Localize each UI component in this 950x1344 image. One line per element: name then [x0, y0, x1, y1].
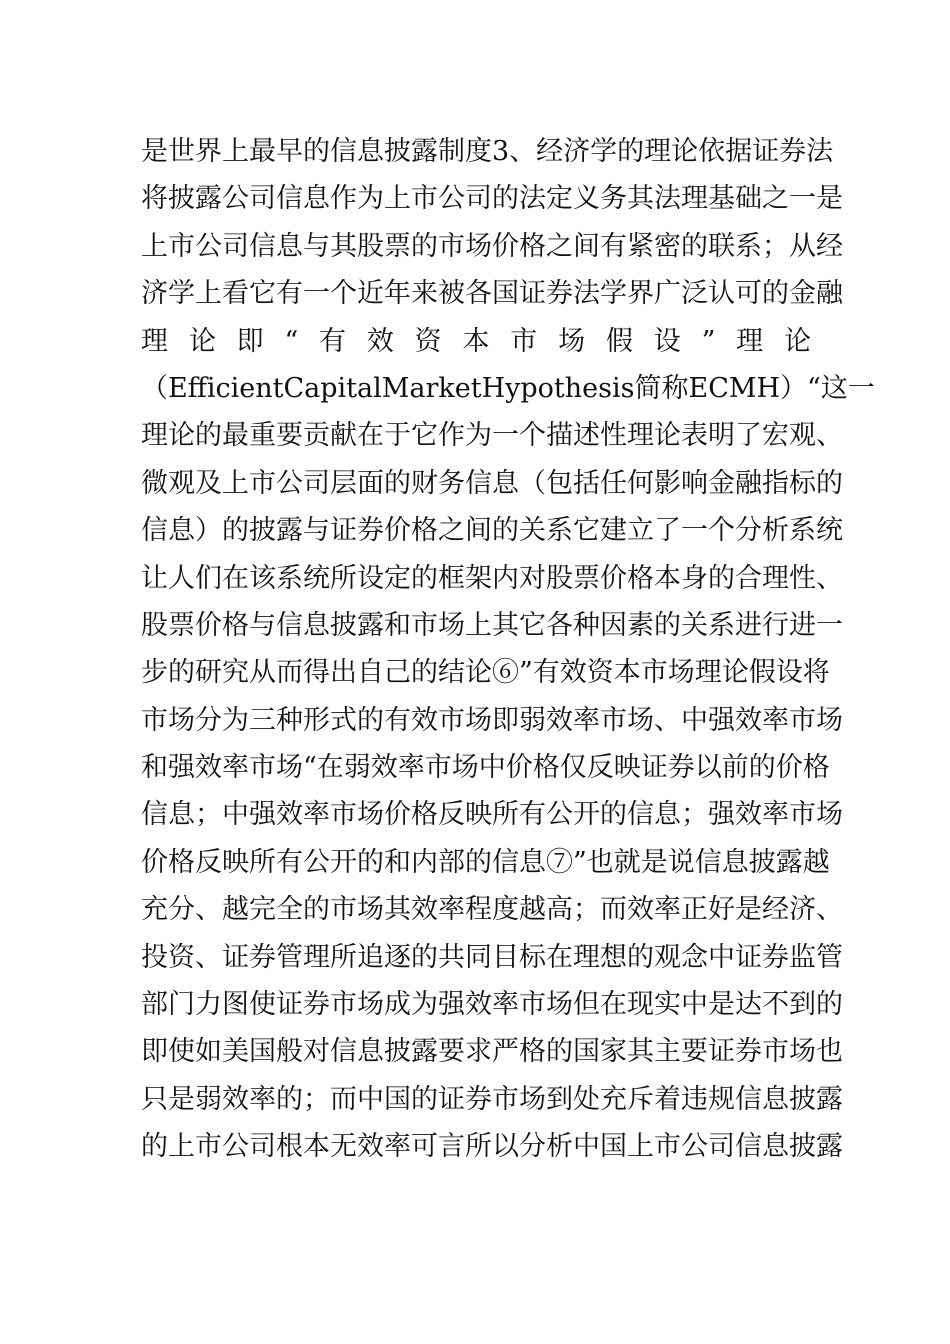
- text-line: （EfficientCapitalMarketHypothesis简称ECMH）“这一: [141, 372, 875, 404]
- text-line: 步的研究从而得出自己的结论⑥”有效资本市场理论假设将: [141, 657, 830, 689]
- text-line: 微观及上市公司层面的财务信息（包括任何影响金融指标的: [141, 467, 843, 499]
- text-line: 部门力图使证券市场成为强效率市场但在现实中是达不到的: [141, 989, 843, 1021]
- text-line: 的上市公司根本无效率可言所以分析中国上市公司信息披露: [141, 1131, 843, 1163]
- text-line: 信息）的披露与证券价格之间的关系它建立了一个分析系统: [141, 515, 843, 547]
- text-line: 价格反映所有公开的和内部的信息⑦”也就是说信息披露越: [141, 846, 830, 878]
- text-line: 上市公司信息与其股票的市场价格之间有紧密的联系；从经: [141, 230, 843, 262]
- text-line: 充分、越完全的市场其效率程度越高；而效率正好是经济、: [141, 894, 843, 926]
- text-line: 信息；中强效率市场价格反映所有公开的信息；强效率市场: [141, 799, 843, 831]
- text-line: 和强效率市场“在弱效率市场中价格仅反映证券以前的价格: [141, 752, 830, 784]
- text-line: 让人们在该系统所设定的框架内对股票价格本身的合理性、: [141, 562, 843, 594]
- text-line: 济学上看它有一个近年来被各国证券法学界广泛认可的金融: [141, 278, 843, 310]
- text-line: 理论的最重要贡献在于它作为一个描述性理论表明了宏观、: [141, 420, 843, 452]
- text-line: 只是弱效率的；而中国的证券市场到处充斥着违规信息披露: [141, 1083, 843, 1115]
- body-text: [141, 128, 875, 1171]
- text-line: 是世界上最早的信息披露制度3、经济学的理论依据证券法: [141, 136, 834, 167]
- text-line: 股票价格与信息披露和市场上其它各种因素的关系进行进一: [141, 609, 843, 641]
- text-line: 将披露公司信息作为上市公司的法定义务其法理基础之一是: [141, 183, 843, 215]
- text-line: 理论即“有效资本市场假设”理论: [141, 325, 811, 357]
- text-line: 市场分为三种形式的有效市场即弱效率市场、中强效率市场: [141, 704, 843, 736]
- text-line: 投资、证券管理所追逐的共同目标在理想的观念中证券监管: [141, 941, 843, 973]
- text-line: 即使如美国般对信息披露要求严格的国家其主要证券市场也: [141, 1036, 843, 1068]
